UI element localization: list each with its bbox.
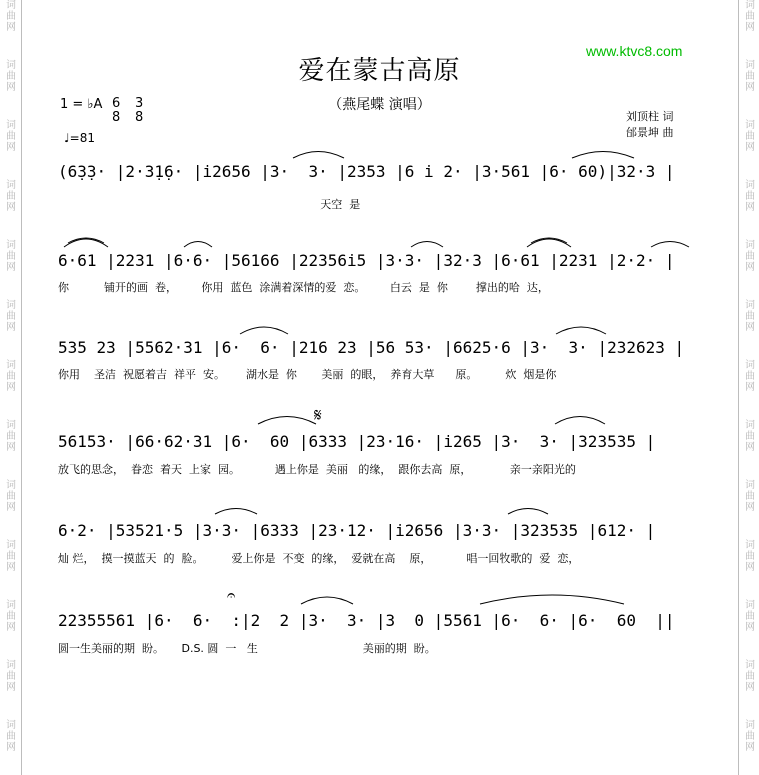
time-signature-1: 6 8 xyxy=(112,96,121,125)
slur xyxy=(480,595,624,604)
segno-icon: 𝄋 xyxy=(314,405,322,426)
watermark-text: 词 曲 网 xyxy=(745,360,755,393)
watermark-text: 词 曲 网 xyxy=(6,120,16,153)
slur xyxy=(651,242,689,248)
slur xyxy=(555,417,605,425)
watermark-text: 词 曲 网 xyxy=(6,300,16,333)
song-subtitle: （燕尾蝶 演唱） xyxy=(328,97,431,113)
watermark-text: 词 曲 网 xyxy=(745,420,755,453)
notation-line-3: 535 23 |5562·31 |6· 6· |216 23 |56 53· |6625·6 |3· 3· |232623 | xyxy=(58,338,685,357)
watermark-text: 词 曲 网 xyxy=(6,60,16,93)
watermark-text: 词 曲 网 xyxy=(745,600,755,633)
watermark-text: 词 曲 网 xyxy=(6,720,16,753)
lyric-line-3: 你用 圣洁 祝愿着吉 祥平 安。 湖水是 你 美丽 的眼， 养育大草 原。 炊 烟是你 xyxy=(58,368,557,381)
watermark-text: 词 曲 网 xyxy=(745,0,755,33)
watermark-text: 词 曲 网 xyxy=(745,120,755,153)
slur xyxy=(215,509,257,515)
lyric-line-1: 天空 是 xyxy=(58,198,361,211)
notation-line-5: 6·2· |53521·5 |3·3· |6333 |23·12· |i2656 |3·3· |323535 |612· | xyxy=(58,521,656,540)
lyricist-credit: 刘顶柱 词 xyxy=(626,110,674,123)
composer-credit: 邰景坤 曲 xyxy=(626,126,674,139)
tempo-marking: ♩=81 xyxy=(64,131,95,145)
watermark-text: 词 曲 网 xyxy=(745,720,755,753)
slur xyxy=(556,327,606,334)
slur xyxy=(508,509,548,515)
watermark-text: 词 曲 网 xyxy=(6,600,16,633)
watermark-text: 词 曲 网 xyxy=(6,360,16,393)
slur xyxy=(411,242,443,248)
quarter-note-icon: ♩ xyxy=(64,131,70,145)
watermark-text: 词 曲 网 xyxy=(745,480,755,513)
watermark-text: 词 曲 网 xyxy=(6,540,16,573)
notation-line-2: 6·61 |2231 |6·6· |56166 |22356i5 |3·3· |32·3 |6·61 |2231 |2·2· | xyxy=(58,251,675,270)
watermark-text: 词 曲 网 xyxy=(6,480,16,513)
watermark-text: 词 曲 网 xyxy=(6,180,16,213)
notation-line-1: (6̣3̣3· |2·3̣1̣6· |i2656 |3· 3· |2353 |6 i 2· |3·561 |6· 60)|32·3 | xyxy=(58,162,675,181)
lyric-line-4: 放飞的思念， 眷恋 着天 上家 园。 遇上你是 美丽 的缘， 跟你去高 原， 亲一亲阳光的 xyxy=(58,463,576,476)
slur xyxy=(527,239,571,247)
slur xyxy=(301,597,353,604)
watermark-text: 词 曲 网 xyxy=(6,0,16,33)
watermark-text: 词 曲 网 xyxy=(745,180,755,213)
watermark-text: 词 曲 网 xyxy=(745,540,755,573)
watermark-text: 词 曲 网 xyxy=(6,420,16,453)
watermark-text: 词 曲 网 xyxy=(745,300,755,333)
slur xyxy=(64,239,108,247)
notation-line-4: 56153· |66·62·31 |6· 60 |6333 |23·16· |i265 |3· 3· |323535 | xyxy=(58,432,656,451)
watermark-text: 词 曲 网 xyxy=(745,660,755,693)
watermark-text: 词 曲 网 xyxy=(745,240,755,273)
time-signature-2: 3 8 xyxy=(135,96,144,125)
key-signature: 1 = ♭A xyxy=(60,97,103,112)
slur xyxy=(184,242,212,248)
slur xyxy=(258,417,316,425)
watermark-text: 词 曲 网 xyxy=(745,60,755,93)
watermark-text: 词 曲 网 xyxy=(6,660,16,693)
slur xyxy=(293,152,344,159)
lyric-line-6: 圆一生美丽的期 盼。 D.S. 圆 一 生 美丽的期 盼。 xyxy=(58,642,436,655)
watermark-text: 词 曲 网 xyxy=(6,240,16,273)
lyric-line-2: 你 铺开的画 卷， 你用 蓝色 涂满着深情的爱 恋。 白云 是 你 撑出的哈 达， xyxy=(58,281,549,294)
slur xyxy=(572,152,634,159)
site-url[interactable]: www.ktvc8.com xyxy=(586,43,683,59)
song-title: 爱在蒙古高原 xyxy=(298,56,461,86)
lyric-line-5: 灿 烂， 摸一摸蓝天 的 脸。 爱上你是 不变 的缘， 爱就在高 原， 唱一回牧歌的 爱 恋， xyxy=(58,552,580,565)
fermata-icon: 𝄐 xyxy=(227,586,236,604)
notation-line-6: 22355561 |6· 6· :|2 2 |3· 3· |3 0 |5561 |6· 6· |6· 60 || xyxy=(58,611,675,630)
slur xyxy=(240,327,288,334)
